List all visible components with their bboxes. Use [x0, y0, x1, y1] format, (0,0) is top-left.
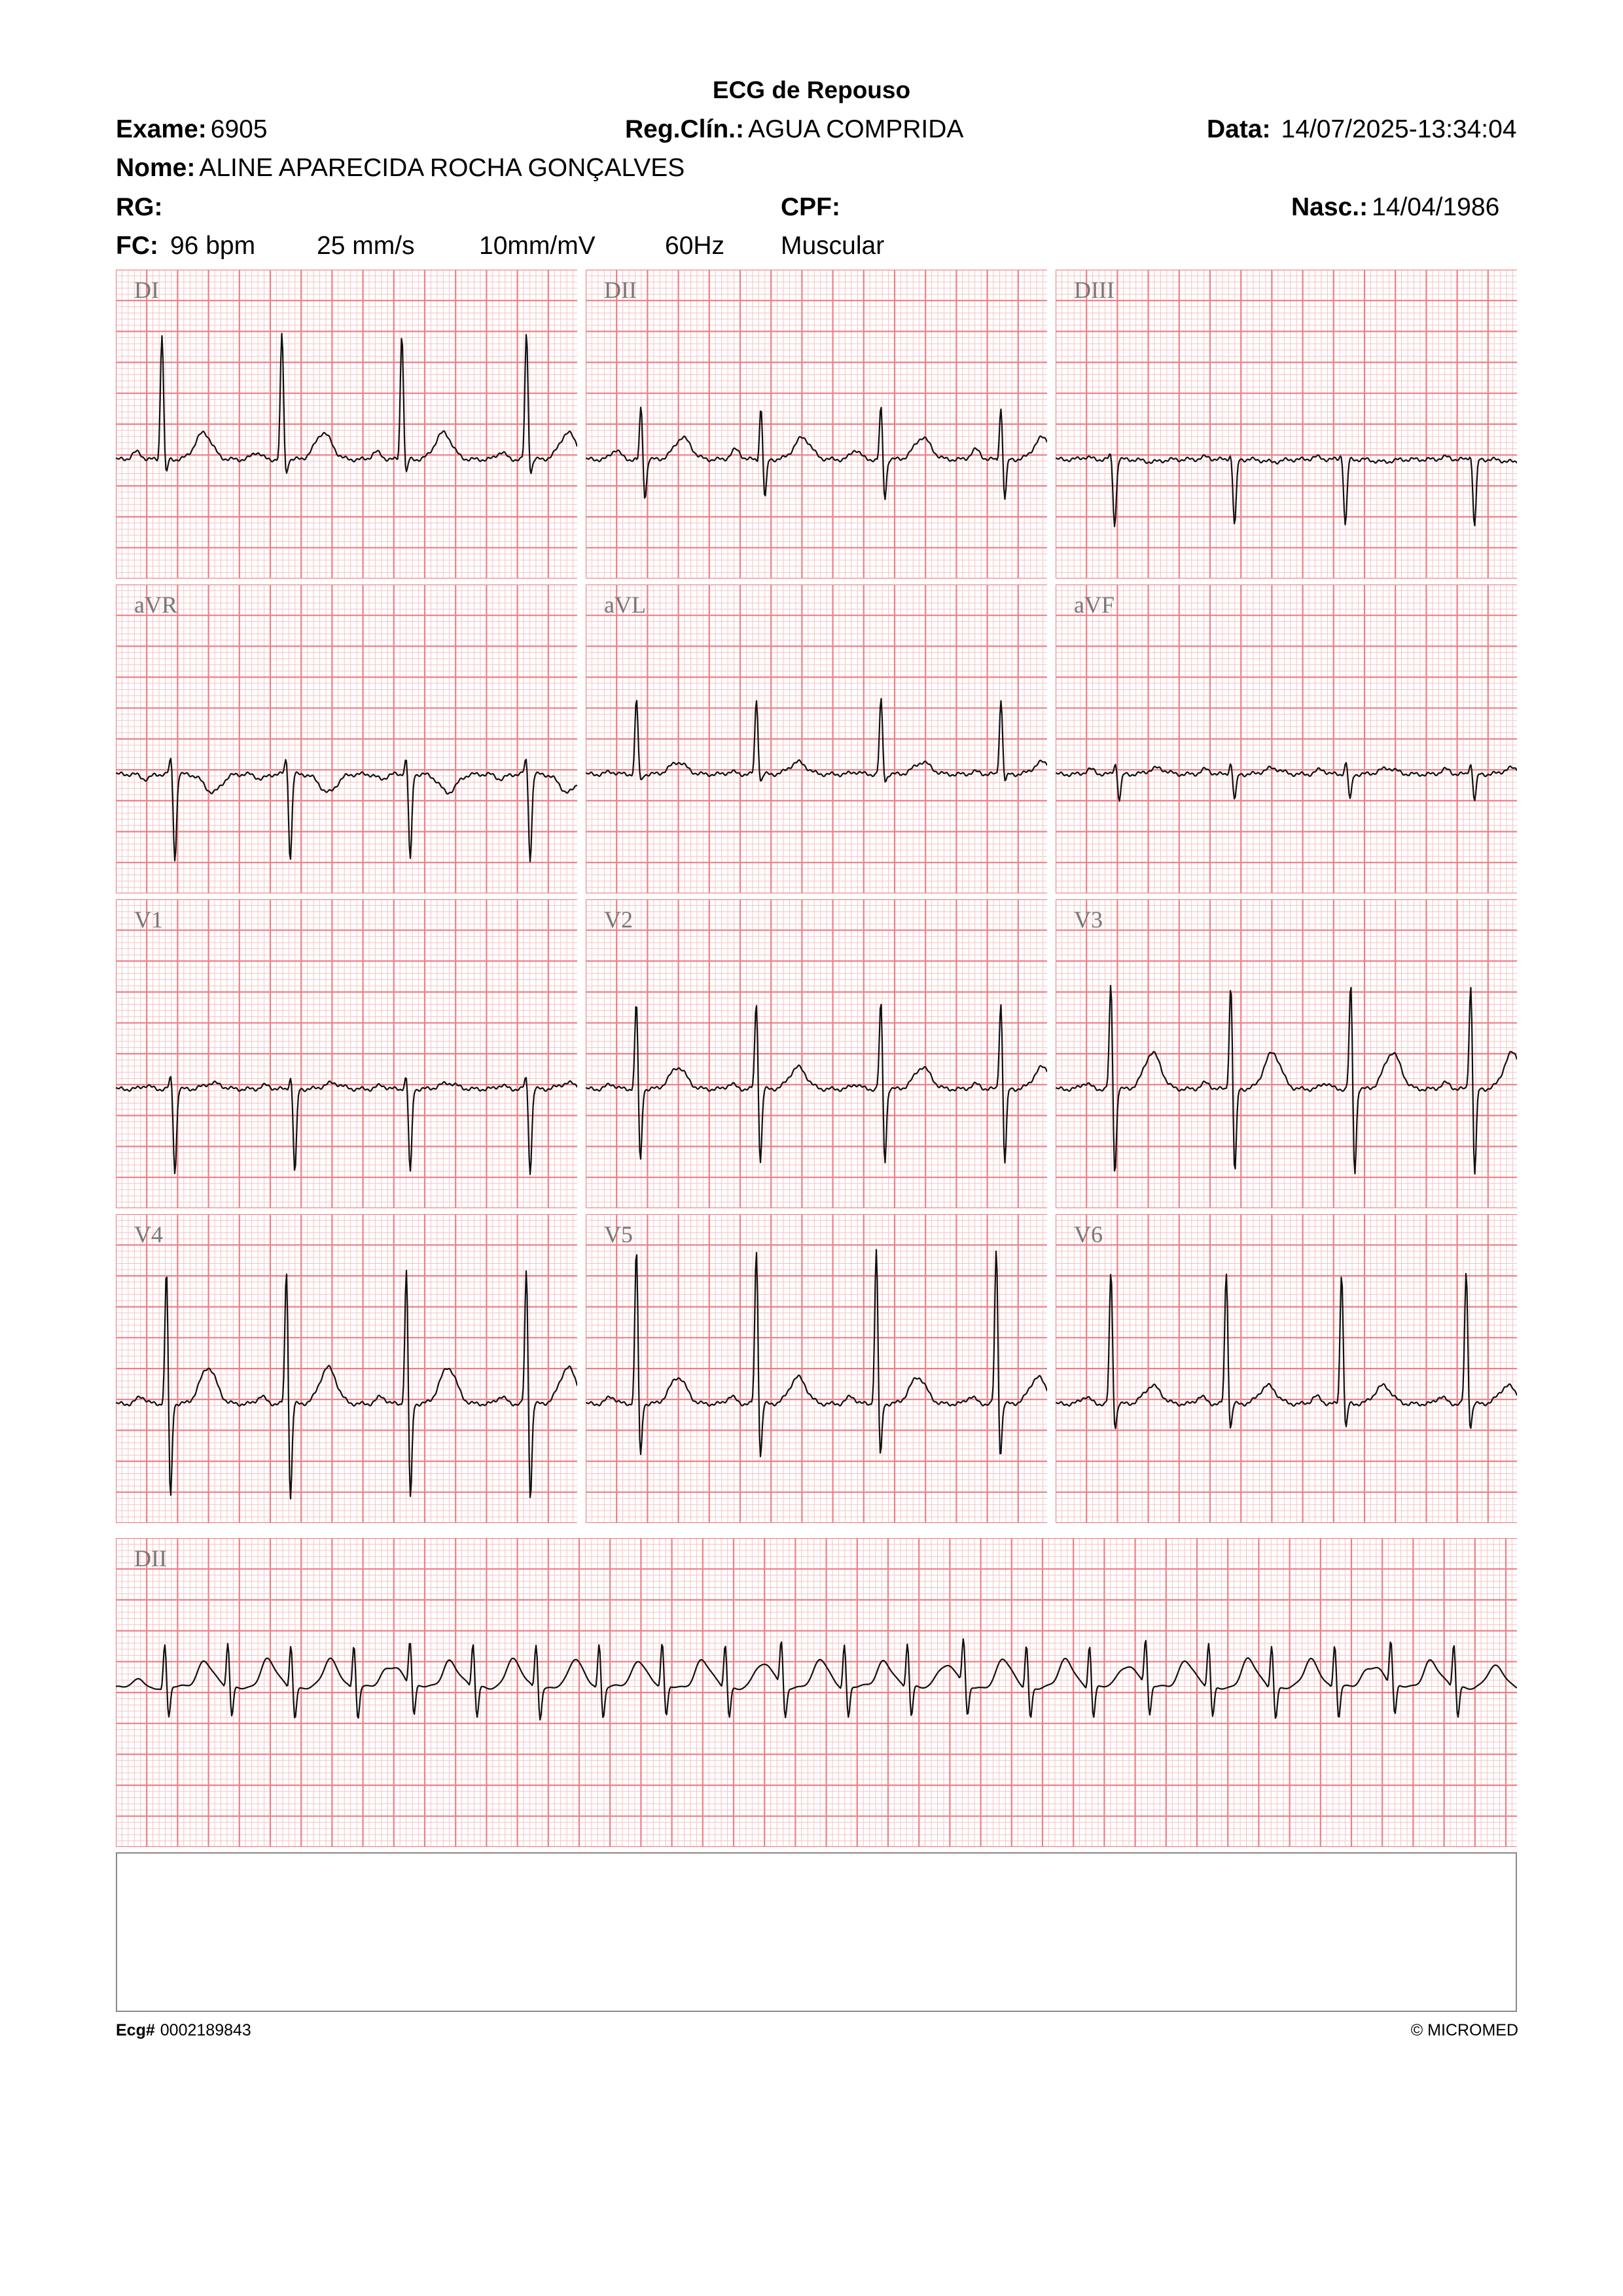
report-title: ECG de Repouso — [712, 77, 911, 103]
name-label: Nome: — [116, 154, 196, 182]
rhythm-lead-label: DII — [134, 1545, 167, 1571]
ecg-trace — [586, 1249, 1047, 1456]
paper-speed: 25 mm/s — [317, 232, 415, 260]
heart-rate-field — [116, 232, 255, 260]
muscle-filter: Muscular — [781, 232, 885, 260]
ecg-grid-svg — [586, 270, 1047, 579]
major-grid — [116, 899, 577, 1208]
heart-rate-value: 96 bpm — [169, 232, 256, 260]
major-grid — [1056, 270, 1517, 579]
cpf-field — [781, 193, 844, 222]
date-field — [1207, 115, 1517, 144]
major-grid — [586, 270, 1047, 579]
name-value: ALINE APARECIDA ROCHA GONÇALVES — [199, 154, 685, 182]
date-label: Data: — [1207, 115, 1271, 143]
regclin-value: AGUA COMPRIDA — [748, 115, 964, 143]
rg-label: RG: — [116, 193, 163, 221]
rg-field — [116, 193, 167, 222]
ecg-grid-svg — [116, 899, 577, 1208]
major-grid — [1056, 899, 1517, 1208]
ecg-number-value: 0002189843 — [160, 2021, 251, 2039]
ecg-grid-svg — [116, 270, 577, 579]
ecg-grid-svg — [1056, 270, 1517, 579]
rhythm-strip-panel — [116, 1538, 1517, 1847]
major-grid — [116, 270, 577, 579]
ecg-number — [116, 2021, 251, 2040]
cpf-label: CPF: — [781, 193, 840, 221]
lead-panel-v6 — [1056, 1214, 1517, 1523]
ecg-trace — [116, 1270, 577, 1499]
lead-label: V2 — [604, 906, 633, 933]
ecg-grid-svg — [586, 584, 1047, 893]
line-filter: 60Hz — [665, 232, 725, 260]
lead-panel-v5 — [586, 1214, 1047, 1523]
brand-copyright: © MICROMED — [1410, 2021, 1518, 2039]
lead-panel-v3 — [1056, 899, 1517, 1208]
lead-label: V6 — [1074, 1221, 1103, 1247]
lead-panel-avr — [116, 584, 577, 893]
ecg-grid-svg — [1056, 584, 1517, 893]
ecg-trace — [586, 1005, 1047, 1163]
lead-label: DII — [604, 277, 637, 303]
name-field — [116, 154, 685, 183]
lead-label: V4 — [134, 1221, 163, 1247]
date-value: 14/07/2025-13:34:04 — [1281, 115, 1517, 143]
ecg-grid-svg — [116, 584, 577, 893]
heart-rate-label: FC: — [116, 232, 158, 260]
regclin-label: Reg.Clín.: — [625, 115, 744, 143]
ecg-trace — [116, 1077, 577, 1174]
ecg-grid-svg — [1056, 899, 1517, 1208]
ecg-grid-svg — [586, 899, 1047, 1208]
ecg-grid-svg — [116, 1214, 577, 1523]
lead-label: V3 — [1074, 906, 1103, 933]
major-grid — [116, 1214, 577, 1523]
ecg-trace — [1056, 454, 1517, 527]
exam-field — [116, 115, 268, 144]
lead-label: aVF — [1074, 592, 1115, 618]
ecg-trace — [116, 759, 577, 862]
lead-label: V1 — [134, 906, 163, 933]
birth-value: 14/04/1986 — [1372, 193, 1500, 221]
lead-label: aVR — [134, 592, 177, 618]
major-grid — [1056, 584, 1517, 893]
lead-panel-diii — [1056, 270, 1517, 579]
major-grid — [586, 1214, 1047, 1523]
major-grid — [586, 584, 1047, 893]
ecg-grid-svg — [1056, 1214, 1517, 1523]
lead-panel-dii — [586, 270, 1047, 579]
lead-panel-avl — [586, 584, 1047, 893]
rhythm-grid-svg — [116, 1538, 1517, 1847]
interpretation-box[interactable] — [116, 1852, 1517, 2012]
exam-value: 6905 — [210, 115, 268, 143]
lead-panel-avf — [1056, 584, 1517, 893]
birth-field — [1291, 193, 1499, 222]
major-grid — [586, 899, 1047, 1208]
lead-label: DIII — [1074, 277, 1115, 303]
major-grid — [116, 584, 577, 893]
lead-label: aVL — [604, 592, 646, 618]
ecg-trace — [1056, 986, 1517, 1174]
birth-label: Nasc.: — [1291, 193, 1368, 221]
ecg-number-label: Ecg# — [116, 2021, 155, 2039]
lead-panel-v1 — [116, 899, 577, 1208]
ecg-grid-svg — [586, 1214, 1047, 1523]
lead-label: V5 — [604, 1221, 633, 1247]
lead-panel-di — [116, 270, 577, 579]
ecg-trace — [1056, 1274, 1517, 1429]
ecg-trace — [116, 334, 577, 474]
regclin-field — [625, 115, 963, 144]
major-grid — [1056, 1214, 1517, 1523]
exam-label: Exame: — [116, 115, 207, 143]
lead-panel-v4 — [116, 1214, 577, 1523]
lead-label: DI — [134, 277, 159, 303]
gain-setting: 10mm/mV — [479, 232, 596, 260]
lead-panel-v2 — [586, 899, 1047, 1208]
